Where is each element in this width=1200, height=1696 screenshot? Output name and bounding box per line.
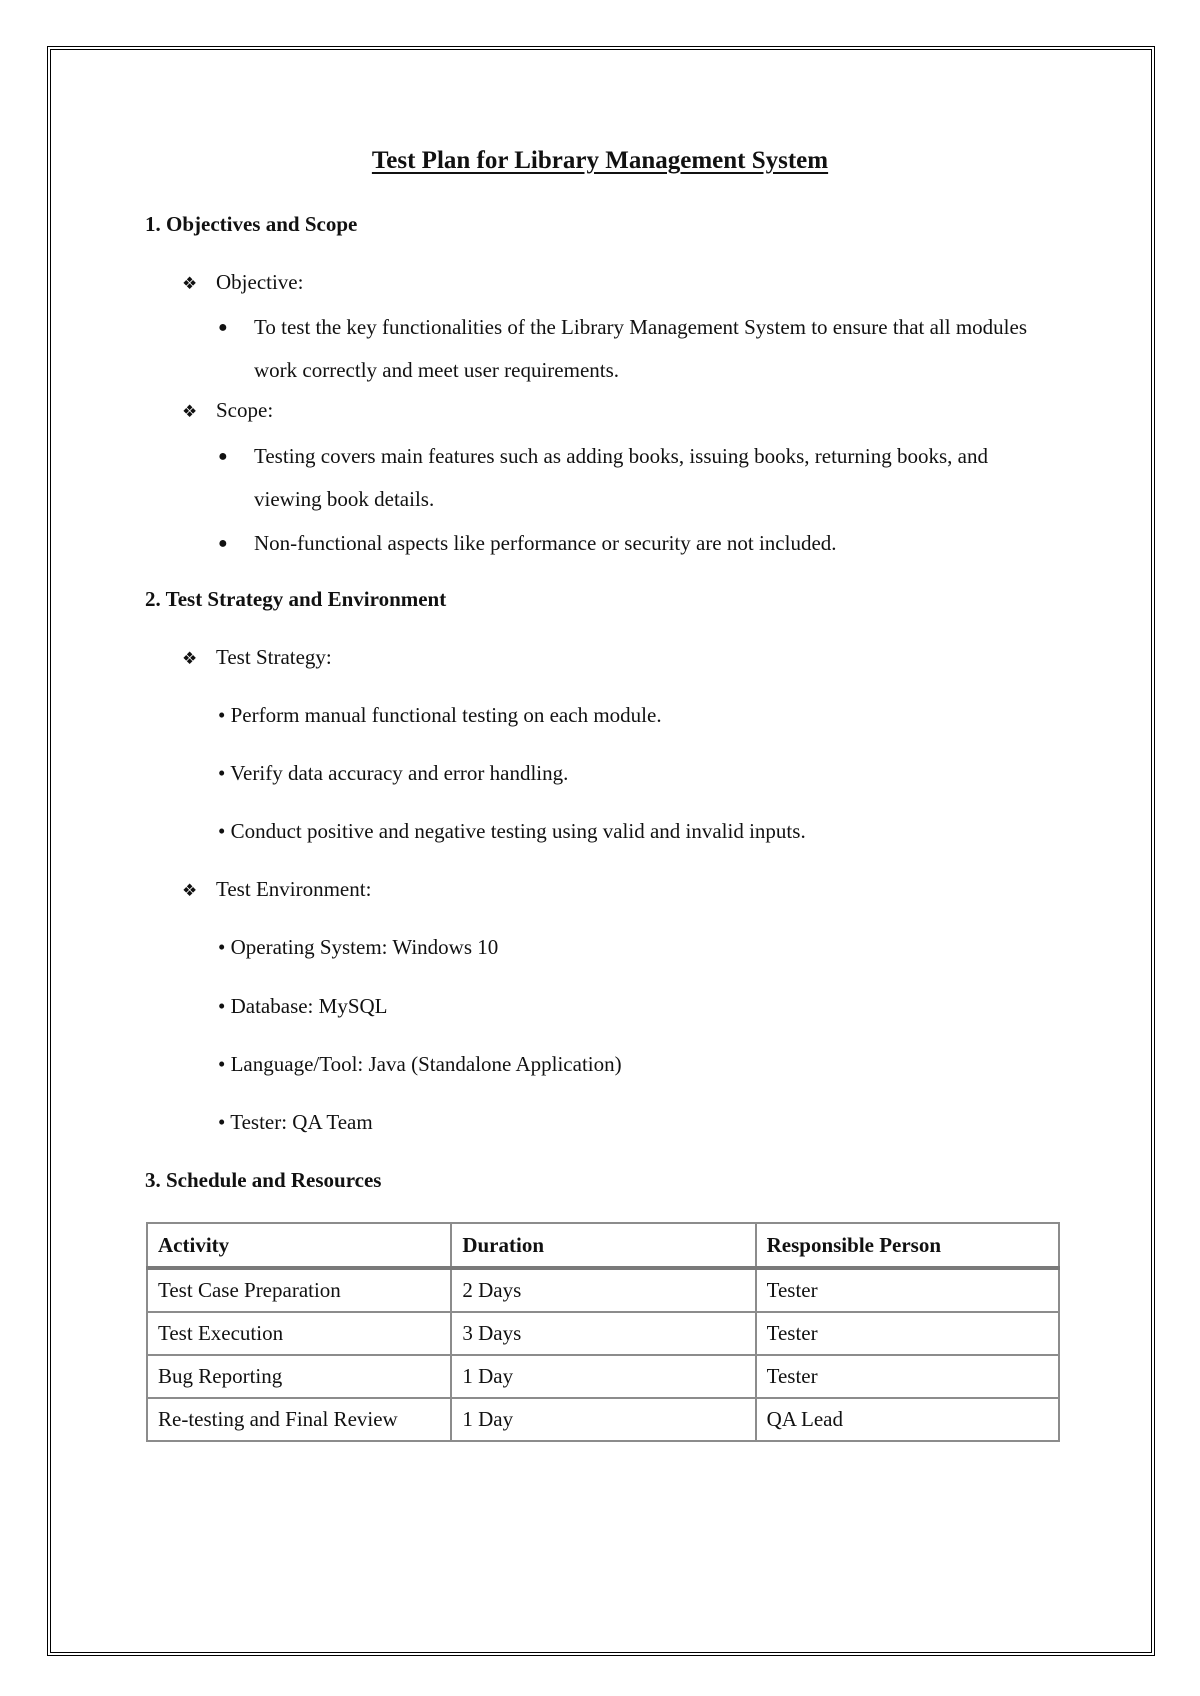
environment-point-1: • Operating System: Windows 10 <box>218 935 499 959</box>
schedule-table <box>146 1222 1060 1442</box>
table-cell: 1 Day <box>451 1398 755 1441</box>
table-row <box>147 1312 1059 1355</box>
column-header-responsible: Responsible Person <box>756 1223 1059 1268</box>
table-row <box>147 1268 1059 1312</box>
table-cell: 2 Days <box>451 1268 755 1312</box>
round-bullet-icon: ● <box>218 448 228 465</box>
scope-label: Scope: <box>216 398 274 422</box>
table-cell: 1 Day <box>451 1355 755 1398</box>
scope-bullet-2-text: Non-functional aspects like performance or security are not included. <box>254 531 837 555</box>
scope-bullet-1-text: Testing covers main features such as adding books, issuing books, returning books, and viewing book details. <box>254 444 988 511</box>
table-cell: Test Case Preparation <box>147 1268 451 1312</box>
test-environment-label: Test Environment: <box>216 877 372 901</box>
section-heading-objectives: 1. Objectives and Scope <box>145 212 358 236</box>
four-diamond-bullet-icon: ❖ <box>182 881 198 900</box>
objective-label-item <box>182 270 303 295</box>
section-heading-schedule: 3. Schedule and Resources <box>145 1168 382 1192</box>
table-cell: Tester <box>756 1355 1059 1398</box>
environment-point-4: • Tester: QA Team <box>218 1110 373 1134</box>
table-header-row <box>147 1223 1059 1268</box>
test-environment-label-item <box>182 877 371 902</box>
four-diamond-bullet-icon: ❖ <box>182 402 198 421</box>
round-bullet-icon: ● <box>218 535 228 552</box>
test-strategy-label: Test Strategy: <box>216 645 332 669</box>
table-cell: Test Execution <box>147 1312 451 1355</box>
column-header-duration: Duration <box>451 1223 755 1268</box>
table-cell: Re-testing and Final Review <box>147 1398 451 1441</box>
four-diamond-bullet-icon: ❖ <box>182 649 198 668</box>
scope-bullet-2 <box>218 522 1038 565</box>
table-cell: QA Lead <box>756 1398 1059 1441</box>
table-cell: Tester <box>756 1312 1059 1355</box>
strategy-point-3: • Conduct positive and negative testing using valid and invalid inputs. <box>218 819 806 843</box>
objective-bullet <box>218 306 1038 392</box>
section-heading-strategy: 2. Test Strategy and Environment <box>145 587 447 611</box>
table-row <box>147 1398 1059 1441</box>
scope-label-item <box>182 398 273 423</box>
environment-point-2: • Database: MySQL <box>218 994 388 1018</box>
table-cell: 3 Days <box>451 1312 755 1355</box>
test-strategy-label-item <box>182 645 332 670</box>
table-cell: Tester <box>756 1268 1059 1312</box>
document-title: Test Plan for Library Management System <box>371 147 829 174</box>
objective-label: Objective: <box>216 270 304 294</box>
environment-point-3: • Language/Tool: Java (Standalone Application) <box>218 1052 622 1076</box>
table-row <box>147 1355 1059 1398</box>
round-bullet-icon: ● <box>218 319 228 336</box>
objective-bullet-text: To test the key functionalities of the Library Management System to ensure that all modules work correctly and meet user requirements. <box>254 315 1028 382</box>
strategy-point-1: • Perform manual functional testing on each module. <box>218 703 662 727</box>
table-cell: Bug Reporting <box>147 1355 451 1398</box>
scope-bullet-1 <box>218 435 1038 521</box>
strategy-point-2: • Verify data accuracy and error handling. <box>218 761 569 785</box>
four-diamond-bullet-icon: ❖ <box>182 274 198 293</box>
column-header-activity: Activity <box>147 1223 451 1268</box>
